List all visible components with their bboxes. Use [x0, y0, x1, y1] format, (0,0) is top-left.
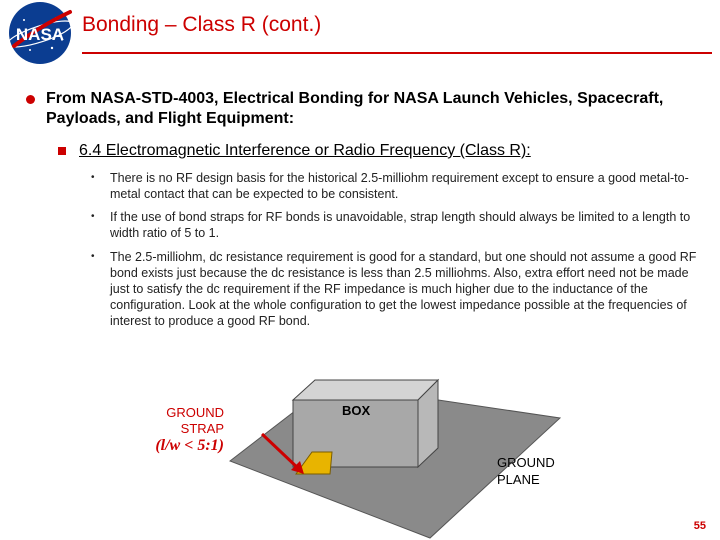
level2-text: 6.4 Electromagnetic Interference or Radio Frequency (Class R):	[79, 142, 531, 159]
nasa-logo-text: NASA	[15, 25, 65, 44]
ground-strap-label: GROUND	[166, 405, 224, 420]
ground-plane-label: GROUND	[497, 455, 555, 470]
nasa-logo	[0, 0, 80, 66]
bonding-diagram	[0, 360, 720, 540]
box-label: BOX	[342, 403, 371, 418]
level3-bullet-icon: •	[91, 251, 95, 262]
level1-bullet-icon	[26, 95, 35, 104]
level3-bullet-icon: •	[91, 172, 95, 183]
level3-text: There is no RF design basis for the historical 2.5-milliohm requirement except to ensure a good metal-to-metal contact that can be expected to be consistent.	[110, 171, 689, 201]
page-number: 55	[693, 520, 706, 532]
level3-text: The 2.5-milliohm, dc resistance requirement is good for a standard, but one should not assume a good RF bond exists just because the dc resistance is less than 2.5 milliohms. Also, extra effort need not be made just to satisfy the dc requirement if the RF impedance is much higher due to the inductance of the configuration. Look at the whole configuration to get the lowest impedance possible at the frequencies of interest to produce a good RF bond.	[110, 250, 697, 328]
level1-text: From NASA-STD-4003, Electrical Bonding for NASA Launch Vehicles, Spacecraft, Payloads, and Flight Equipment:	[46, 90, 664, 127]
ground-plane-label: PLANE	[497, 472, 540, 487]
title-underline	[82, 52, 712, 54]
level3-item	[91, 170, 701, 202]
ground-strap-label: STRAP	[180, 421, 224, 436]
level3-bullet-icon: •	[91, 211, 95, 222]
level2-bullet-icon	[58, 147, 66, 155]
level3-text: If the use of bond straps for RF bonds is unavoidable, strap length should always be limited to a length to width ratio of 5 to 1.	[110, 210, 691, 240]
strap-ratio-label: (l/w < 5:1)	[155, 437, 224, 454]
level3-item	[91, 249, 701, 329]
level3-item	[91, 209, 701, 241]
box-top	[293, 380, 438, 400]
slide-title: Bonding – Class R (cont.)	[82, 13, 322, 36]
